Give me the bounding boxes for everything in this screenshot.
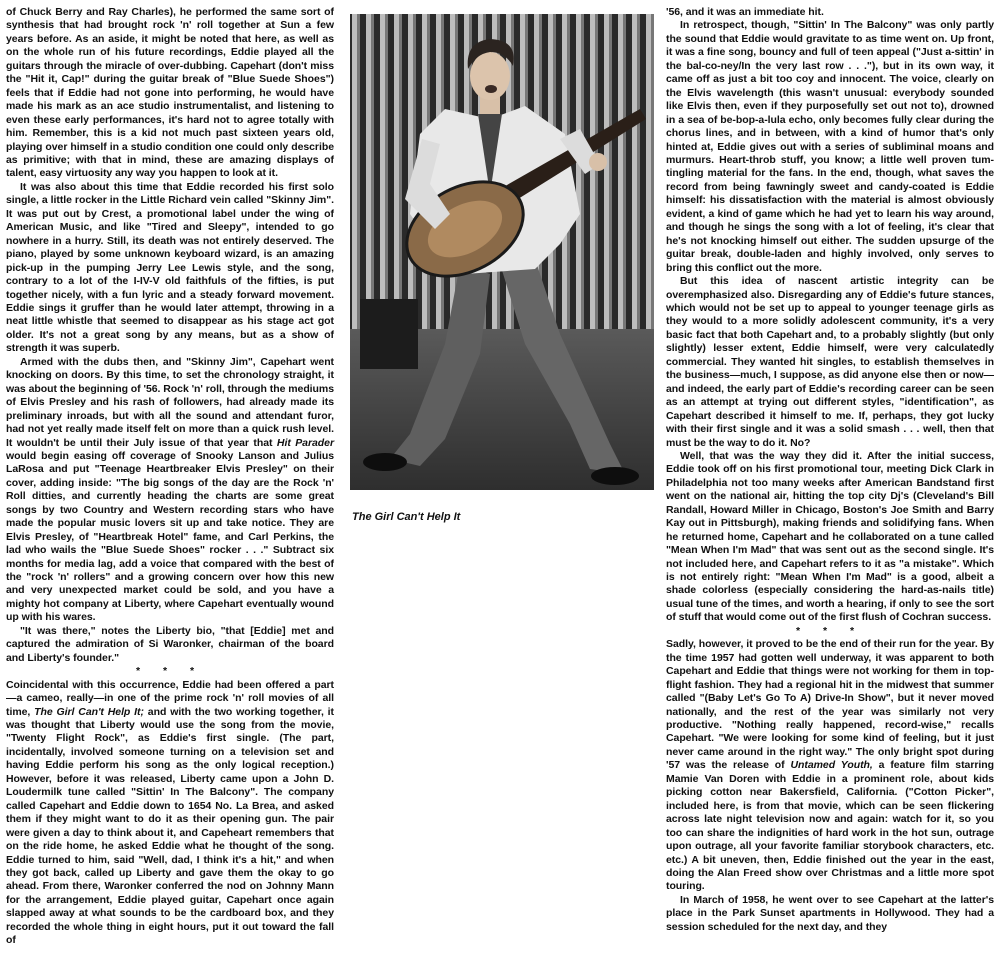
- right-paragraph-3: But this idea of nascent artistic integrity can be overemphasized also. Disregarding any of Eddie's future stances, which would not be set up to appeal to younger teenage girls as they would to a more solidly adolescent community, it's a very basic fact that both Capehart and, to a probably slightly (but only slightly) lesser extent, Eddie himself, were very calculatedly commercial. They wanted hit singles, to establish themselves in the business—much, I suppose, as did anyone else then or now—and indeed, the early part of Eddie's recording career can be seen as an attempt at trying out different styles, "identification", as Capehart described it himself to me. If, perhaps, they got lucky with their first single and it was a solid smash . . . well, then that must be the way to do it. No?: [666, 275, 994, 449]
- left-paragraph-4: "It was there," notes the Liberty bio, "that [Eddie] met and captured the admiration of Si Waronker, chairman of the board and Liberty's founder.": [6, 624, 334, 664]
- eddie-cochran-photo: [350, 14, 654, 490]
- hit-parader-title: Hit Parader: [276, 436, 334, 449]
- movie-title: The Girl Can't Help It;: [34, 705, 144, 718]
- left-paragraph-3-part-a: Armed with the dubs then, and "Skinny Jim", Capehart went knocking on doors. By this time, to set the chronology straight, it was about the beginning of '56. Rock 'n' roll, through the mediums of Elvis Presley and his rash of followers, had already made its preliminary inroads, but with all the sound and attendant furor, had not yet really made itself felt on more than a quick rush level. It wouldn't be until their July issue of that year that: [6, 355, 334, 449]
- left-paragraph-2: It was also about this time that Eddie recorded his first solo single, a little rocker in the Little Richard vein called "Skinny Jim". It was put out by Crest, a promotional label under the wing of American Music, and like "Tired and Sleepy", intended to go nowhere in a hurry. Still, its death was not entirely deserved. The piano, played by some unknown keyboard wizard, is an amazing pick-up in the pumping Jerry Lee Lewis style, and the song, contrary to a lot of the I-IV-V old faithfuls of the fifties, is put together nicely, with a fun lyric and a steady forward movement. Eddie sings it gruffer than he would later attempt, throwing in a neat little whistle that seemed to disappear as his stage act got older. It's not a great song by any means, but as a show of strength it was superb.: [6, 180, 334, 355]
- right-paragraph-6: In March of 1958, he went over to see Capehart at the latter's place in the Park Sunset apartments in Hollywood. They had a session scheduled for the next day, and they: [666, 893, 994, 933]
- right-paragraph-5-part-a: Sadly, however, it proved to be the end of their run for the year. By the time 1957 had gotten well underway, it was apparent to both Capehart and Eddie that things were not working for them in top-flight fashion. They had a regional hit in the midwest that summer called "(Baby Let's Go To A) Drive-In Show", but it never moved nationally, and the rest of the year was similarly not very productive. "Nothing really happened, record-wise," recalls Capehart. "We were looking for some kind of feeling, but it just never came around in the right way." The only bright spot during '57 was the release of: [666, 638, 994, 772]
- left-paragraph-3-part-b: would begin easing off coverage of Snooky Lanson and Julius LaRosa and put "Teenage Heartbreaker Elvis Presley" on their cover, adding inside: "The big songs of the day are the Rock 'n' Roll ditties, and currently heading the charts are some great songs by two Country and Western recording stars who have made the popular music lovers sit up and take notice. They are Elvis Presley, of "Heartbreak Hotel" fame, and Carl Perkins, the lad who wails the "Blue Suede Shoes" rocker . . ." Subtract six months for media lag, add a voice that compared with the best of the "rock 'n' rollers" and a growing concern over how this new and very unexpected market could be sold, and you have a mighty hot company at Liberty, where Capehart eventually wound up with his wares.: [6, 449, 334, 624]
- right-shoe: [591, 467, 639, 485]
- right-paragraph-4: Well, that was the way they did it. After the initial success, Eddie took off on his first promotional tour, meeting Dick Clark in Philadelphia not too many weeks after American Bandstand first went on the national air, hitting the top city Dj's (Cleveland's Bill Randall, Howard Miller in Chicago, Boston's Joe Smith and Barry Kay out in Pittsburgh), making friends and solidifying fans. When he returned home, Capehart and he collaborated on a tune called "Mean When I'm Mad" that was sent out as the second single. It's not included here, and Capehart refers to it as "a mistake". Which is not entirely right: "Mean When I'm Mad" is a good, albeit a shade colorless (especially considering the hard-as-nails title) usual tune of the times, and worth a hearing, if only to see the sort of stuff that would come out of the first flush of Cochran success.: [666, 449, 994, 624]
- photo-caption: The Girl Can't Help It: [352, 511, 461, 523]
- left-paragraph-5-part-b: and with the two working together, it was thought that Liberty would use the song from the movie, "Twenty Flight Rock", as Eddie's first single. (The part, incidentally, involved someone turning on a television set and having Eddie perform his song as the only logical reception.) However, before it was released, Liberty came upon a John D. Loudermilk tune called "Sittin' In The Balcony". The company called Capehart and Eddie down to 1654 No. La Brea, and asked them if they might want to do it as their opening gun. The pair were given a day to think about it, and Capeheart remembers that on the ride home, he asked Eddie what he thought of the song. Eddie turned to him, said "Well, dad, I think it's a hit," and when they got back, called up Liberty and gave them the okay to go ahead. From there, Waronker conferred the nod on Johnny Mann for the arrangement, Eddie played guitar, Capehart once again slapped away at what sounds to be the cardboard box, and they recorded the whole thing in eight hours, put it out toward the fall of: [6, 705, 334, 947]
- right-paragraph-1: '56, and it was an immediate hit.: [666, 6, 824, 18]
- section-break-stars: * * *: [135, 665, 205, 678]
- untamed-youth-title: Untamed Youth,: [790, 759, 873, 772]
- right-paragraph-5: [666, 638, 994, 894]
- left-paragraph-3: [6, 356, 334, 625]
- left-shoe: [363, 453, 407, 471]
- section-break-stars: * * *: [795, 624, 865, 637]
- right-paragraph-2: In retrospect, though, "Sittin' In The Balcony" was only partly the sound that Eddie would gravitate to as time went on. Up front, it was a fine song, bouncy and full of teen appeal ("Just a-sittin' in the bal-co-ney/In the very last row . . ."), but in its own way, it came off as just a bit too coy and innocent. The voice, clearly on the Elvis wavelength (this wasn't unusual: everybody sounded like Elvis then, even if they purposefully set out not to), drowned in a sea of be-bop-a-lula echo, only becomes fully clear during the chorus lines, and in between, with a kind of humor that's only hinted at, Eddie gives out with a series of subliminal moans and murmurs. Heart-throb stuff, you know; a little well proven tum-tingling material for the fans. In the end, though, what saves the record from being fawningly sweet and candy-coated is Eddie himself: his dissatisfaction with the material is almost obviously evident, a kind of game which he had yet to learn his way around, and though he sings the song with a lot of feeling, it's clear that he's not knocking himself out either. The sudden upsurge of the guitar break, double-laden and highly involved, only serves to bring this conflict out the more.: [666, 19, 994, 274]
- left-paragraph-1: of Chuck Berry and Ray Charles), he performed the same sort of synthesis that had brought rock 'n' roll together at Sun a few years before. As an aside, it might be noted that here, as well as on the whole run of his future recordings, Eddie played all the guitars through the miracle of over-dubbing. Capehart (don't miss the "Hit it, Cap!" during the guitar break of "Blue Suede Shoes") feels that if Eddie had not gone into performing, he would have made his mark as an ace studio instrumentalist, and listening to even these early performances, it's hard not to agree totally with him. Remember, this is a kid not much past sixteen years old, playing over himself in a studio condition one could only describe as primitive; with that in mind, these are amazing displays of talent, easy virtuosity any way you happen to look at it.: [6, 6, 334, 180]
- fretting-hand: [589, 153, 607, 171]
- left-paragraph-5-part-a: Coincidental with this occurrence, Eddie had been offered a part—a cameo, really—in one of the prime rock 'n' roll movies of all time,: [6, 678, 334, 718]
- right-column: [666, 6, 994, 934]
- right-paragraph-5-part-b: a feature film starring Mamie Van Doren with Eddie in a prominent role, about kids picking cotton near Bakersfield, California. ("Cotton Picker", included here, is from that movie, which can be seen flickering across late night television now and again: watch for it, so you too can share the indignities of hard work in the hot sun, outrage upon outrage, all your favorite familiar storybook characters, etc. etc.) A bit uneven, then, Eddie finished out the year in the east, doing the Alan Freed show over Christmas and a little more spot touring.: [666, 759, 994, 893]
- amplifier: [360, 299, 418, 369]
- left-paragraph-5: [6, 679, 334, 948]
- left-column: [6, 6, 334, 948]
- mouth: [485, 85, 497, 93]
